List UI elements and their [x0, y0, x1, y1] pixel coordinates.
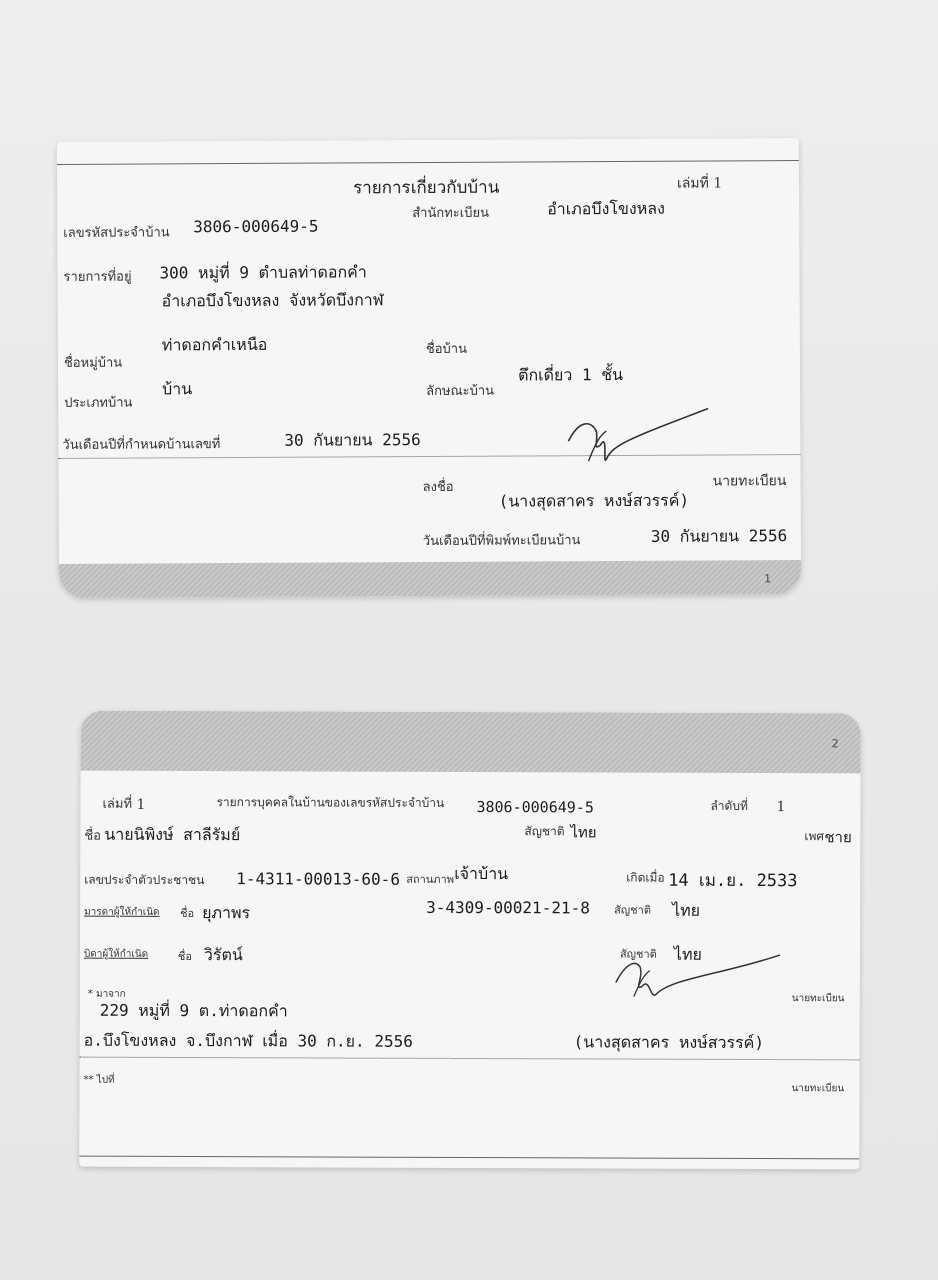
status-value: เจ้าบ้าน [454, 863, 509, 884]
mother-name-label: ชื่อ [180, 906, 195, 921]
registrar-name: (นางสุดสาคร หงษ์สวรรค์) [573, 1032, 765, 1053]
mother-nationality-label: สัญชาติ [614, 903, 652, 917]
birth-value: 14 เม.ย. 2533 [668, 870, 798, 892]
house-code-label: เลขรหัสประจำบ้าน [63, 225, 170, 241]
registry-office-label: สำนักทะเบียน [412, 205, 489, 222]
father-nationality-label: สัญชาติ [619, 947, 657, 961]
registrar-title: นายทะเบียน [712, 473, 787, 490]
from-label: * มาจาก [87, 988, 126, 1000]
order-value: 1 [776, 799, 786, 816]
registrar-signature [610, 938, 790, 1009]
house-type-value: บ้าน [162, 379, 193, 399]
to-label: ** ไปที่ [83, 1074, 115, 1086]
person-list-label: รายการบุคคลในบ้านของเลขรหัสประจำบ้าน [216, 795, 445, 810]
id-value: 1-4311-00013-60-6 [236, 869, 401, 889]
person-house-code: 3806-000649-5 [476, 798, 594, 817]
card-footer-band [59, 560, 801, 598]
father-nationality-value: ไทย [673, 944, 702, 964]
from-line-2: อ.บึงโขงหลง จ.บึงกาฬ เมื่อ 30 ก.ย. 2556 [83, 1030, 413, 1051]
father-label: บิดาผู้ให้กำเนิด [83, 948, 149, 960]
gender-label: เพศ [804, 829, 825, 844]
house-code-value: 3806-000649-5 [193, 216, 319, 237]
print-date-label: วันเดือนปีที่พิมพ์ทะเบียนบ้าน [422, 533, 581, 550]
name-value: นายนิพิงษ์ สาลีรัมย์ [104, 824, 241, 845]
registrar-signature [558, 400, 718, 471]
mother-label: มารดาผู้ให้กำเนิด [84, 906, 160, 918]
nationality-value: ไทย [570, 823, 597, 842]
gender-value: ชาย [824, 828, 852, 847]
birth-label: เกิดเมื่อ [626, 870, 665, 885]
page-number: 2 [831, 737, 839, 751]
house-card-title: รายการเกี่ยวกับบ้าน [353, 177, 500, 199]
print-date-value: 30 กันยายน 2556 [650, 526, 788, 546]
name-label: ชื่อ [84, 828, 102, 844]
registry-office-value: อำเภอบึงโขงหลง [547, 198, 665, 219]
assigned-date-value: 30 กันยายน 2556 [284, 430, 421, 450]
mother-name-value: ยุภาพร [202, 903, 251, 923]
house-type-label: ประเภทบ้าน [64, 395, 133, 411]
father-name-value: วิรัตน์ [203, 945, 243, 965]
mother-id-value: 3-4309-00021-21-8 [426, 897, 590, 918]
card-header-band [81, 711, 861, 774]
house-info-card [57, 138, 801, 598]
card-bottom-border [79, 1156, 859, 1160]
person-info-card [79, 711, 861, 1170]
registrar-title-2: นายทะเบียน [791, 1083, 845, 1095]
assigned-date-label: วันเดือนปีที่กำหนดบ้านเลขที่ [62, 437, 221, 453]
page-number: 1 [764, 572, 772, 586]
village-label: ชื่อหมู่บ้าน [63, 355, 123, 371]
dotted-divider [80, 1057, 860, 1061]
registrar-title: นายทะเบียน [791, 993, 845, 1005]
id-label: เลขประจำตัวประชาชน [84, 872, 205, 888]
order-label: ลำดับที่ [710, 798, 748, 813]
house-name-label: ชื่อบ้าน [425, 341, 468, 358]
registrar-name: (นางสุดสาคร หงษ์สวรรค์) [498, 490, 690, 511]
house-card-volume: เล่มที่ 1 [676, 175, 723, 192]
father-name-label: ชื่อ [177, 949, 193, 964]
card-top-border [57, 160, 799, 165]
status-label: สถานภาพ [406, 872, 454, 886]
address-line-2: อำเภอบึงโขงหลง จังหวัดบึงกาฬ [161, 290, 384, 311]
nationality-label: สัญชาติ [524, 824, 565, 839]
address-label: รายการที่อยู่ [63, 269, 132, 285]
sign-label: ลงชื่อ [422, 479, 454, 496]
mother-nationality-value: ไทย [672, 900, 701, 920]
house-style-value: ตึกเดี่ยว 1 ชั้น [517, 364, 624, 385]
volume-label: เล่มที่ [102, 796, 133, 812]
address-line-1: 300 หมู่ที่ 9 ตำบลท่าดอกคำ [159, 262, 367, 283]
village-value: ท่าดอกคำเหนือ [161, 334, 268, 355]
from-line-1: 229 หมู่ที่ 9 ต.ท่าดอกคำ [99, 1000, 288, 1021]
house-style-label: ลักษณะบ้าน [426, 383, 495, 400]
volume-value: 1 [136, 796, 146, 813]
